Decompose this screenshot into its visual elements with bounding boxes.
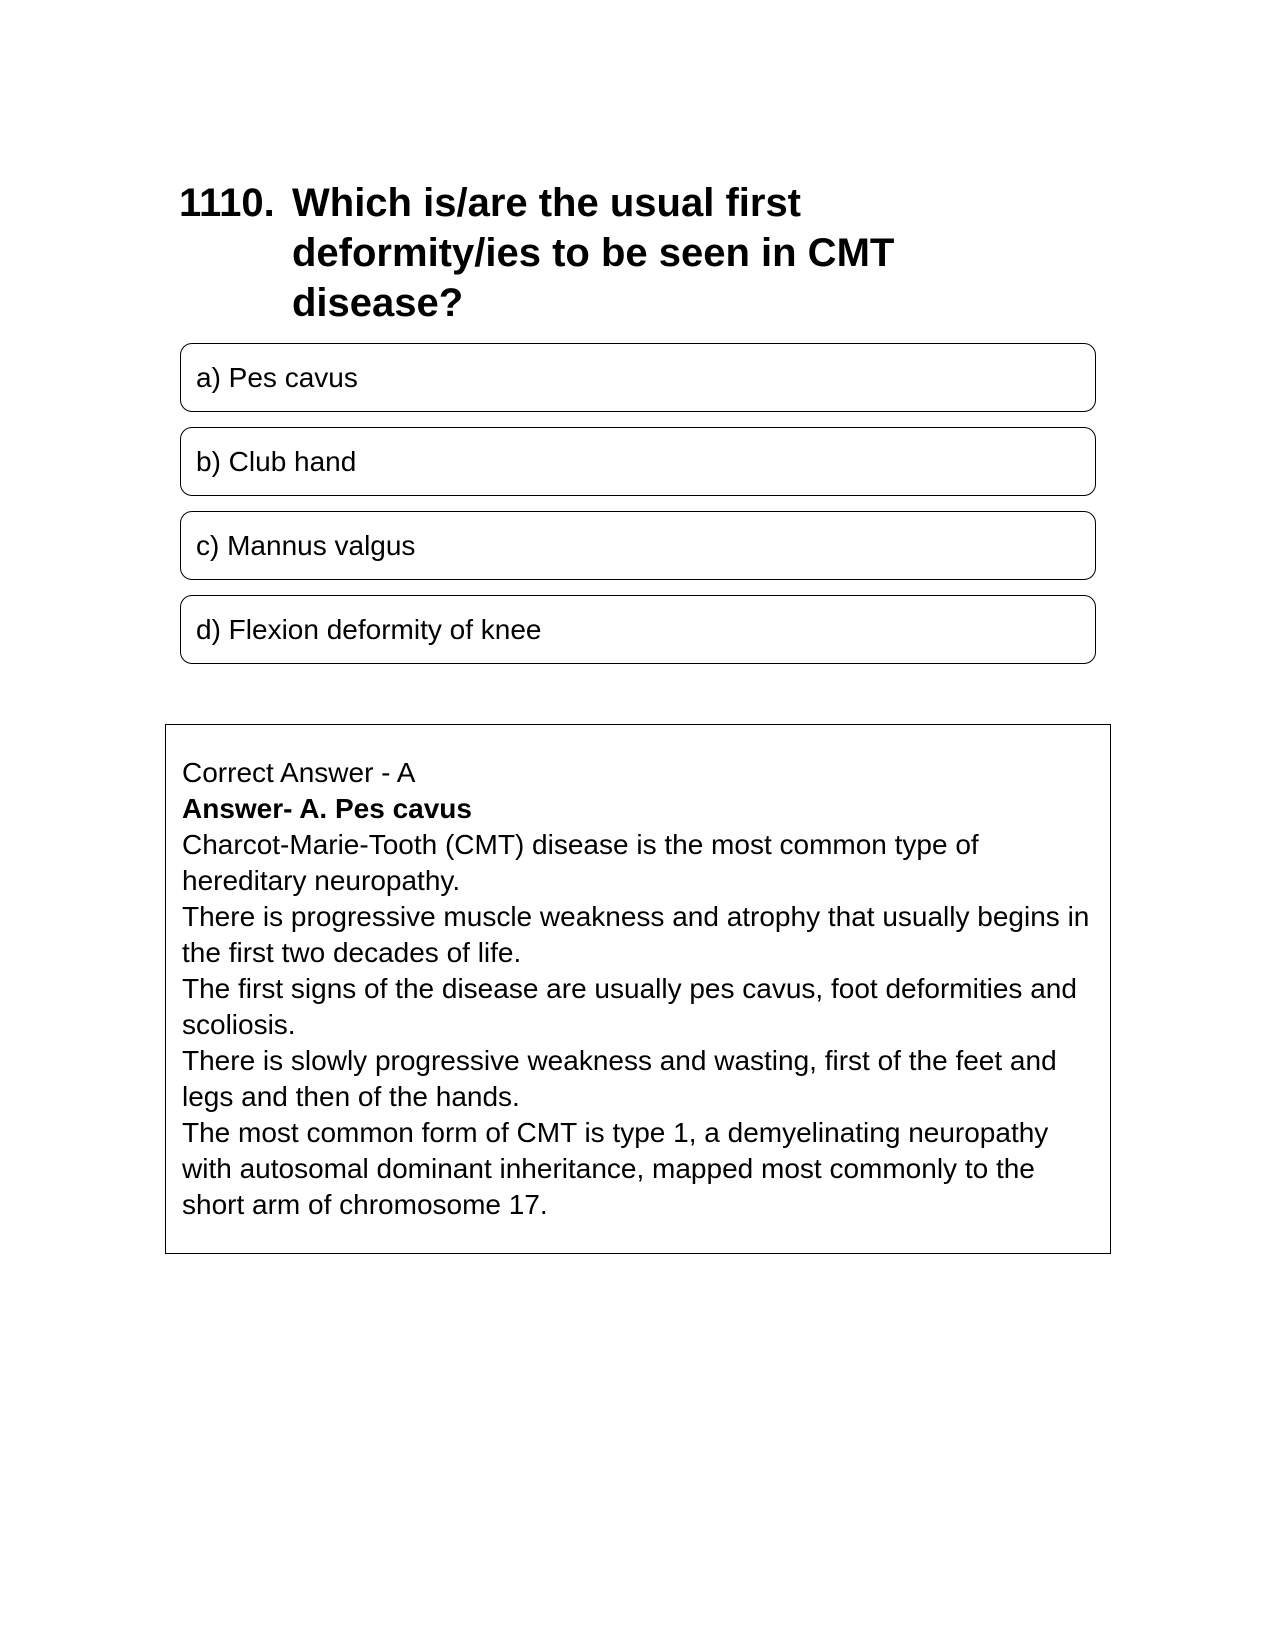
explanation-paragraph-4: There is slowly progressive weakness and wasting, first of the feet and legs and then of the hands. [182,1045,1057,1112]
option-c[interactable]: c) Mannus valgus [180,511,1096,580]
correct-answer-line: Correct Answer - A [182,757,416,788]
options-list [180,343,1096,679]
explanation-paragraph-1: Charcot-Marie-Tooth (CMT) disease is the most common type of hereditary neuropathy. [182,829,979,896]
question-number: 1110. [179,181,275,225]
option-a[interactable]: a) Pes cavus [180,343,1096,412]
question-text: Which is/are the usual first deformity/ies to be seen in CMT disease? [292,181,895,325]
explanation-paragraph-5: The most common form of CMT is type 1, a demyelinating neuropathy with autosomal dominant inheritance, mapped most commonly to the short arm of chromosome 17. [182,1117,1049,1220]
answer-explanation-box [165,724,1111,1254]
option-b[interactable]: b) Club hand [180,427,1096,496]
answer-heading: Answer- A. Pes cavus [182,793,472,824]
explanation-paragraph-2: There is progressive muscle weakness and atrophy that usually begins in the first two decades of life. [182,901,1090,968]
explanation-paragraph-3: The first signs of the disease are usually pes cavus, foot deformities and scoliosis. [182,973,1077,1040]
option-d[interactable]: d) Flexion deformity of knee [180,595,1096,664]
question-heading [179,178,979,328]
